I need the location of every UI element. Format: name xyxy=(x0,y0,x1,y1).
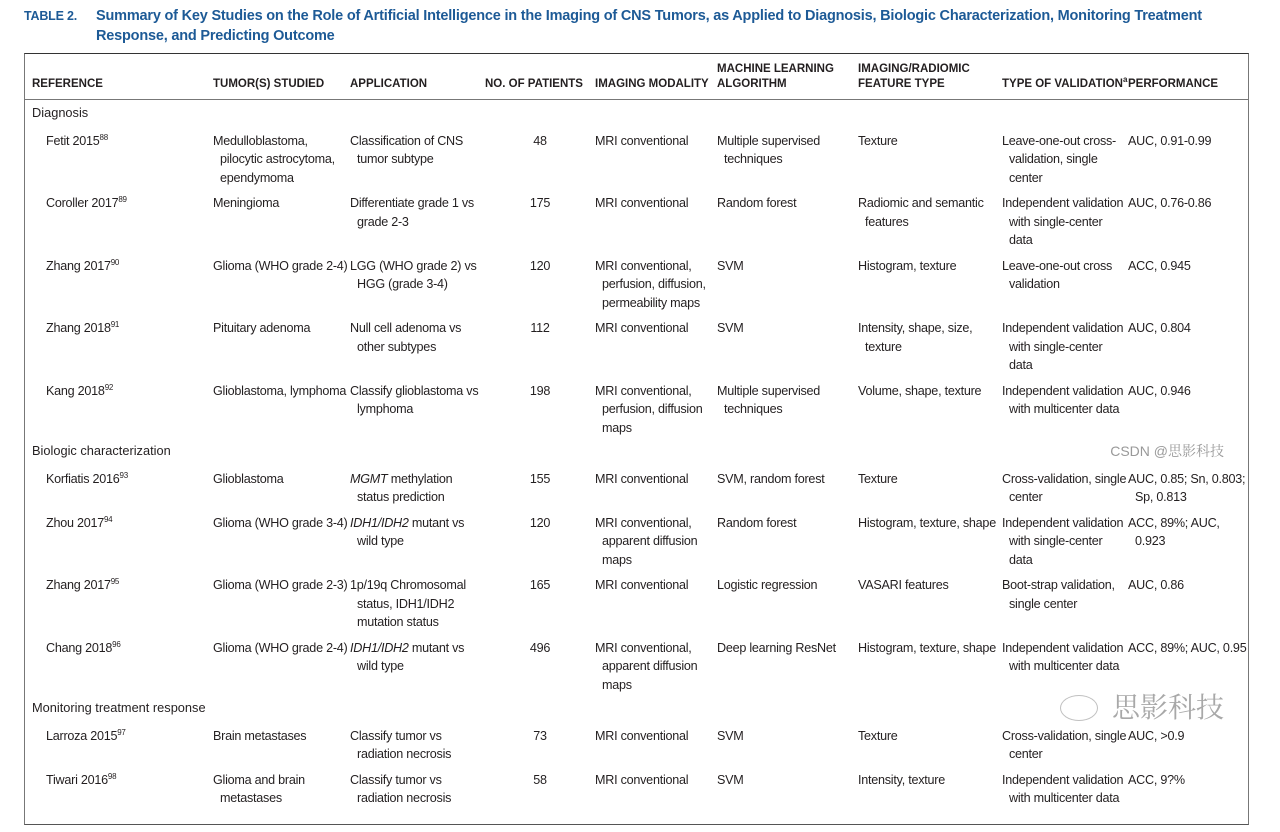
patients-cell: 73 xyxy=(533,728,547,743)
modality-cell: MRI conventional xyxy=(595,133,689,148)
section-heading-label: Diagnosis xyxy=(32,105,89,120)
feature-cell: Intensity, shape, size, texture xyxy=(858,321,973,354)
validation-cell: Boot-strap validation, single center xyxy=(1002,578,1115,611)
tumor-cell: Glioma and brain metastases xyxy=(213,772,305,805)
tumor-cell: Glioma (WHO grade 3-4) xyxy=(213,515,348,530)
wechat-watermark-icon xyxy=(1060,695,1098,721)
validation-cell: Cross-validation, single center xyxy=(1002,471,1127,504)
performance-cell: ACC, 9?% xyxy=(1128,772,1185,787)
section-heading-label: Biologic characterization xyxy=(32,443,171,458)
header-application: APPLICATION xyxy=(350,78,428,90)
table-header xyxy=(25,54,1248,100)
table-row xyxy=(25,126,1248,189)
table-title: Summary of Key Studies on the Role of Artificial Intelligence in the Imaging of CNS Tumors, as Applied to Diagnosis, Biologic Characterization, Monitoring Treatment Response, and Predicting Outcome xyxy=(96,8,1202,44)
algorithm-cell: SVM, random forest xyxy=(717,471,825,486)
reference-number: 90 xyxy=(110,257,120,267)
modality-cell: MRI conventional, apparent diffusion maps xyxy=(595,515,698,567)
application-cell xyxy=(350,319,485,375)
application-cell xyxy=(350,132,485,188)
header-validation xyxy=(1002,77,1128,92)
tumor-cell: Glioma (WHO grade 2-4) xyxy=(213,640,348,655)
application-text: LGG (WHO grade 2) vs HGG (grade 3-4) xyxy=(350,258,477,291)
header-algorithm: MACHINE LEARNING ALGORITHM xyxy=(717,63,834,90)
patients-cell: 58 xyxy=(533,772,547,787)
application-cell xyxy=(350,771,485,808)
modality-cell: MRI conventional xyxy=(595,471,689,486)
algorithm-cell: SVM xyxy=(717,728,744,743)
reference-name: Zhang 2017 xyxy=(46,578,111,592)
application-gene: IDH1/IDH2 xyxy=(350,515,409,530)
algorithm-cell: Multiple supervised techniques xyxy=(717,383,821,416)
modality-cell: MRI conventional, perfusion, diffusion, permeability maps xyxy=(595,258,706,310)
feature-cell: Volume, shape, texture xyxy=(858,383,982,398)
table-row xyxy=(25,765,1248,809)
application-text: Classify tumor vs radiation necrosis xyxy=(350,728,452,761)
reference-name: Zhou 2017 xyxy=(46,515,104,530)
patients-cell: 165 xyxy=(529,578,551,592)
performance-cell: ACC, 0.945 xyxy=(1128,258,1191,273)
header-patients: NO. OF PATIENTS xyxy=(485,78,583,90)
reference-name: Larroza 2015 xyxy=(46,728,118,743)
application-cell xyxy=(350,576,485,632)
reference-cell xyxy=(25,470,213,507)
table-row xyxy=(25,251,1248,314)
header-validation-label: TYPE OF VALIDATION xyxy=(1002,78,1123,90)
reference-cell xyxy=(25,639,213,695)
reference-name: Kang 2018 xyxy=(46,383,105,398)
application-gene: MGMT xyxy=(350,471,388,486)
tumor-cell: Meningioma xyxy=(213,196,280,210)
modality-cell: MRI conventional xyxy=(595,196,689,210)
header-feature: IMAGING/RADIOMIC FEATURE TYPE xyxy=(858,63,970,90)
application-gene: IDH1/IDH2 xyxy=(350,640,409,655)
validation-cell: Cross-validation, single center xyxy=(1002,728,1127,761)
reference-number: 89 xyxy=(118,194,127,204)
algorithm-cell: Random forest xyxy=(717,196,797,210)
application-text: 1p/19q Chromosomal status, IDH1/IDH2 mutation status xyxy=(350,578,466,629)
table-row xyxy=(25,464,1248,508)
modality-cell: MRI conventional xyxy=(595,728,689,743)
application-cell xyxy=(350,194,485,250)
reference-name: Chang 2018 xyxy=(46,640,113,655)
application-text: Classification of CNS tumor subtype xyxy=(350,133,464,166)
section-heading xyxy=(25,100,1248,126)
algorithm-cell: Deep learning ResNet xyxy=(717,640,836,655)
patients-cell: 120 xyxy=(529,515,551,530)
patients-cell: 175 xyxy=(529,196,551,210)
table-row xyxy=(25,633,1248,696)
tumor-cell: Medulloblastoma, pilocytic astrocytoma, ependymoma xyxy=(213,133,335,185)
reference-name: Fetit 2015 xyxy=(46,133,100,148)
table-row xyxy=(25,508,1248,571)
application-text: mutant vs wild type xyxy=(357,640,465,673)
reference-number: 92 xyxy=(104,382,114,392)
application-text: methylation status prediction xyxy=(357,471,453,504)
reference-name: Korfiatis 2016 xyxy=(46,471,120,486)
application-text: Null cell adenoma vs other subtypes xyxy=(350,321,462,354)
patients-cell: 48 xyxy=(533,133,547,148)
section-heading xyxy=(25,691,1248,724)
patients-cell: 120 xyxy=(529,258,551,273)
algorithm-cell: SVM xyxy=(717,772,744,787)
feature-cell: Intensity, texture xyxy=(858,772,945,787)
reference-name: Coroller 2017 xyxy=(46,196,119,210)
performance-cell: AUC, 0.85; Sn, 0.803; Sp, 0.813 xyxy=(1128,471,1246,504)
performance-cell: AUC, 0.86 xyxy=(1128,578,1184,592)
modality-cell: MRI conventional, perfusion, diffusion maps xyxy=(595,383,703,435)
table-caption xyxy=(24,6,1264,46)
reference-name: Zhang 2018 xyxy=(46,321,111,335)
feature-cell: Histogram, texture xyxy=(858,258,957,273)
tumor-cell: Glioma (WHO grade 2-3) xyxy=(213,578,348,592)
application-cell xyxy=(350,639,485,695)
performance-cell: AUC, 0.804 xyxy=(1128,321,1191,335)
application-cell xyxy=(350,727,485,764)
patients-cell: 496 xyxy=(529,640,551,655)
modality-cell: MRI conventional xyxy=(595,578,689,592)
tumor-cell: Glioblastoma, lymphoma xyxy=(213,383,347,398)
reference-cell xyxy=(25,194,213,250)
validation-cell: Independent validation with multicenter data xyxy=(1002,383,1124,416)
performance-cell: ACC, 89%; AUC, 0.923 xyxy=(1128,515,1220,548)
validation-cell: Leave-one-out cross-validation, single center xyxy=(1002,133,1117,185)
performance-cell: AUC, 0.91-0.99 xyxy=(1128,133,1212,148)
table-row xyxy=(25,570,1248,633)
reference-cell xyxy=(25,257,213,313)
feature-cell: Histogram, texture, shape xyxy=(858,515,996,530)
algorithm-cell: SVM xyxy=(717,321,744,335)
algorithm-cell: Multiple supervised techniques xyxy=(717,133,821,166)
feature-cell: Texture xyxy=(858,471,898,486)
table-row xyxy=(25,721,1248,765)
validation-cell: Independent validation with single-center data xyxy=(1002,515,1124,567)
reference-number: 96 xyxy=(112,639,121,649)
feature-cell: Histogram, texture, shape xyxy=(858,640,996,655)
section-heading xyxy=(25,438,1248,464)
patients-cell: 155 xyxy=(529,471,551,486)
header-tumors: TUMOR(S) STUDIED xyxy=(213,78,325,90)
modality-cell: MRI conventional xyxy=(595,321,689,335)
header-reference: REFERENCE xyxy=(32,78,103,90)
reference-cell xyxy=(25,514,213,570)
application-text: Classify tumor vs radiation necrosis xyxy=(350,772,452,805)
patients-cell: 112 xyxy=(530,321,550,335)
validation-cell: Independent validation with multicenter data xyxy=(1002,640,1124,673)
feature-cell: VASARI features xyxy=(858,578,949,592)
header-modality: IMAGING MODALITY xyxy=(595,78,709,90)
reference-cell xyxy=(25,132,213,188)
validation-cell: Independent validation with multicenter data xyxy=(1002,772,1124,805)
performance-cell: AUC, 0.76-0.86 xyxy=(1128,196,1212,210)
table-label: TABLE 2. xyxy=(24,9,78,23)
patients-cell: 198 xyxy=(529,383,551,398)
feature-cell: Texture xyxy=(858,133,898,148)
reference-number: 98 xyxy=(107,771,117,781)
tumor-cell: Brain metastases xyxy=(213,728,307,743)
application-cell xyxy=(350,382,485,438)
reference-name: Tiwari 2016 xyxy=(46,772,108,787)
application-cell xyxy=(350,514,485,570)
tumor-cell: Glioblastoma xyxy=(213,471,284,486)
section-heading-label: Monitoring treatment response xyxy=(32,700,206,715)
reference-number: 94 xyxy=(103,514,113,524)
header-performance: PERFORMANCE xyxy=(1128,78,1219,90)
algorithm-cell: Random forest xyxy=(717,515,797,530)
footnote-marker: a xyxy=(1122,75,1128,85)
application-text: mutant vs wild type xyxy=(357,515,465,548)
watermark-brand: 思影科技 xyxy=(1111,691,1224,724)
algorithm-cell: Logistic regression xyxy=(717,578,818,592)
application-cell xyxy=(350,257,485,313)
feature-cell: Radiomic and semantic features xyxy=(858,196,984,229)
reference-number: 97 xyxy=(117,727,126,737)
table-row xyxy=(25,313,1248,376)
application-text: Classify glioblastoma vs lymphoma xyxy=(350,383,479,416)
reference-name: Zhang 2017 xyxy=(46,258,111,273)
tumor-cell: Pituitary adenoma xyxy=(213,321,311,335)
reference-cell xyxy=(25,771,213,808)
tumor-cell: Glioma (WHO grade 2-4) xyxy=(213,258,348,273)
watermark-credit: CSDN @思影科技 xyxy=(1110,443,1224,459)
reference-cell xyxy=(25,382,213,438)
studies-table xyxy=(24,53,1249,825)
reference-cell xyxy=(25,727,213,764)
reference-number: 93 xyxy=(119,470,128,480)
performance-cell: AUC, 0.946 xyxy=(1128,383,1191,398)
performance-cell: ACC, 89%; AUC, 0.95 xyxy=(1128,640,1247,655)
reference-cell xyxy=(25,576,213,632)
application-text: Differentiate grade 1 vs grade 2-3 xyxy=(350,196,474,229)
validation-cell: Independent validation with single-center data xyxy=(1002,196,1124,247)
table-row xyxy=(25,376,1248,439)
application-cell xyxy=(350,470,485,507)
table-row xyxy=(25,188,1248,251)
table-body xyxy=(25,100,1248,809)
reference-number: 91 xyxy=(110,319,120,329)
reference-cell xyxy=(25,319,213,375)
validation-cell: Leave-one-out cross validation xyxy=(1002,258,1113,291)
algorithm-cell: SVM xyxy=(717,258,744,273)
reference-number: 88 xyxy=(99,132,108,142)
modality-cell: MRI conventional xyxy=(595,772,689,787)
reference-number: 95 xyxy=(110,576,120,586)
performance-cell: AUC, >0.9 xyxy=(1128,728,1185,743)
validation-cell: Independent validation with single-center data xyxy=(1002,321,1124,372)
feature-cell: Texture xyxy=(858,728,898,743)
modality-cell: MRI conventional, apparent diffusion maps xyxy=(595,640,698,692)
